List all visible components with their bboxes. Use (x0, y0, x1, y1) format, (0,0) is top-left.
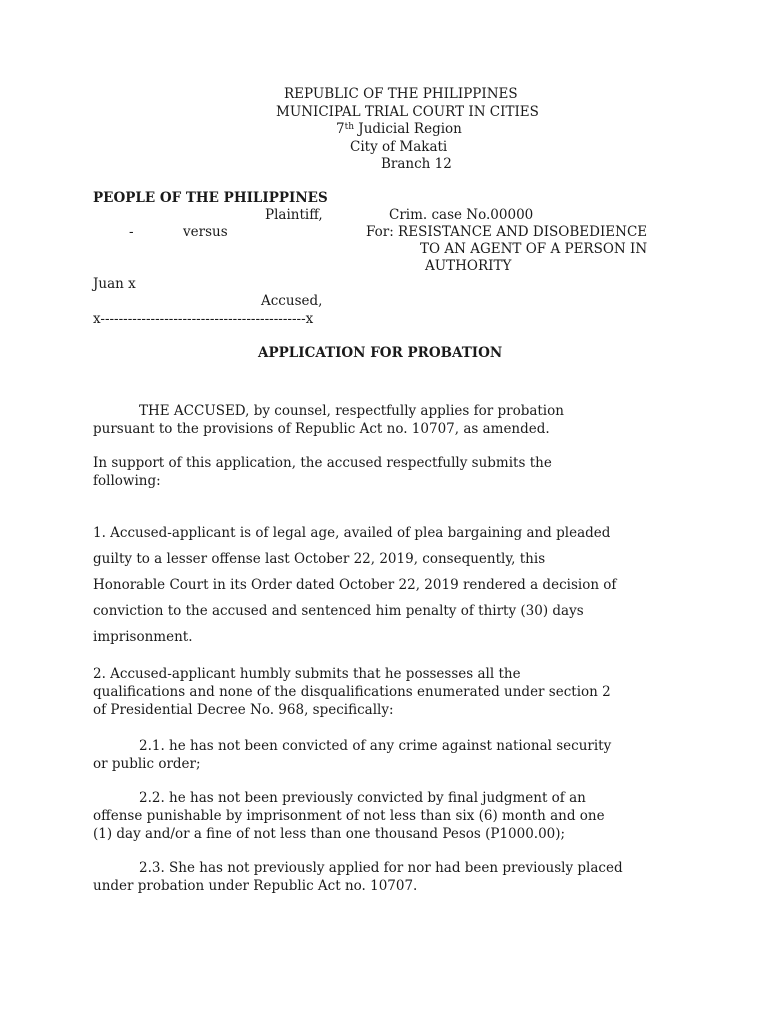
region-sup: th (344, 122, 355, 132)
para2-line: of Presidential Decree No. 968, specifically: (93, 702, 394, 718)
para2-line: qualifications and none of the disqualifications enumerated under section 2 (93, 684, 611, 700)
accused-label: Accused, (261, 293, 323, 309)
intro-line-2: pursuant to the provisions of Republic Act no. 10707, as amended. (93, 421, 550, 437)
versus-label: versus (183, 224, 228, 240)
header-republic: REPUBLIC OF THE PHILIPPINES (284, 86, 518, 102)
header-branch: Branch 12 (381, 156, 452, 172)
region-rest: Judicial Region (354, 121, 462, 137)
item-2-3-line: under probation under Republic Act no. 10707. (93, 878, 418, 894)
item-2-2-line: 2.2. he has not been previously convicted by final judgment of an (139, 790, 586, 806)
para2-line: 2. Accused-applicant humbly submits that he possesses all the (93, 666, 521, 682)
offense-line-1: For: RESISTANCE AND DISOBEDIENCE (366, 224, 648, 240)
para1-line: guilty to a lesser offense last October 22, 2019, consequently, this (93, 551, 546, 567)
header-city: City of Makati (350, 139, 448, 155)
support-line-1: In support of this application, the accused respectfully submits the (93, 455, 552, 471)
para1-line: imprisonment. (93, 629, 193, 645)
offense-line-3: AUTHORITY (425, 258, 512, 274)
para1-line: Honorable Court in its Order dated October 22, 2019 rendered a decision of (93, 577, 617, 593)
accused-name: Juan x (93, 276, 136, 292)
caption-separator: x---------------------------------------------x (93, 311, 314, 327)
header-court: MUNICIPAL TRIAL COURT IN CITIES (276, 104, 539, 120)
item-2-1-line: or public order; (93, 756, 201, 772)
header-region (336, 121, 462, 138)
intro-line-1: THE ACCUSED, by counsel, respectfully applies for probation (139, 403, 564, 419)
versus-dash: - (129, 224, 134, 240)
case-number: Crim. case No.00000 (389, 207, 534, 223)
item-2-1-line: 2.1. he has not been convicted of any crime against national security (139, 738, 612, 754)
item-2-2-line: (1) day and/or a fine of not less than one thousand Pesos (P1000.00); (93, 826, 566, 842)
offense-line-2: TO AN AGENT OF A PERSON IN (420, 241, 648, 257)
plaintiff-name: PEOPLE OF THE PHILIPPINES (93, 190, 328, 206)
item-2-3-line: 2.3. She has not previously applied for nor had been previously placed (139, 860, 623, 876)
region-ordinal: 7 (336, 121, 345, 137)
support-line-2: following: (93, 473, 161, 489)
para1-line: conviction to the accused and sentenced him penalty of thirty (30) days (93, 603, 584, 619)
document-title: APPLICATION FOR PROBATION (258, 345, 503, 361)
para1-line: 1. Accused-applicant is of legal age, availed of plea bargaining and pleaded (93, 525, 611, 541)
plaintiff-label: Plaintiff, (265, 207, 323, 223)
item-2-2-line: offense punishable by imprisonment of not less than six (6) month and one (93, 808, 605, 824)
